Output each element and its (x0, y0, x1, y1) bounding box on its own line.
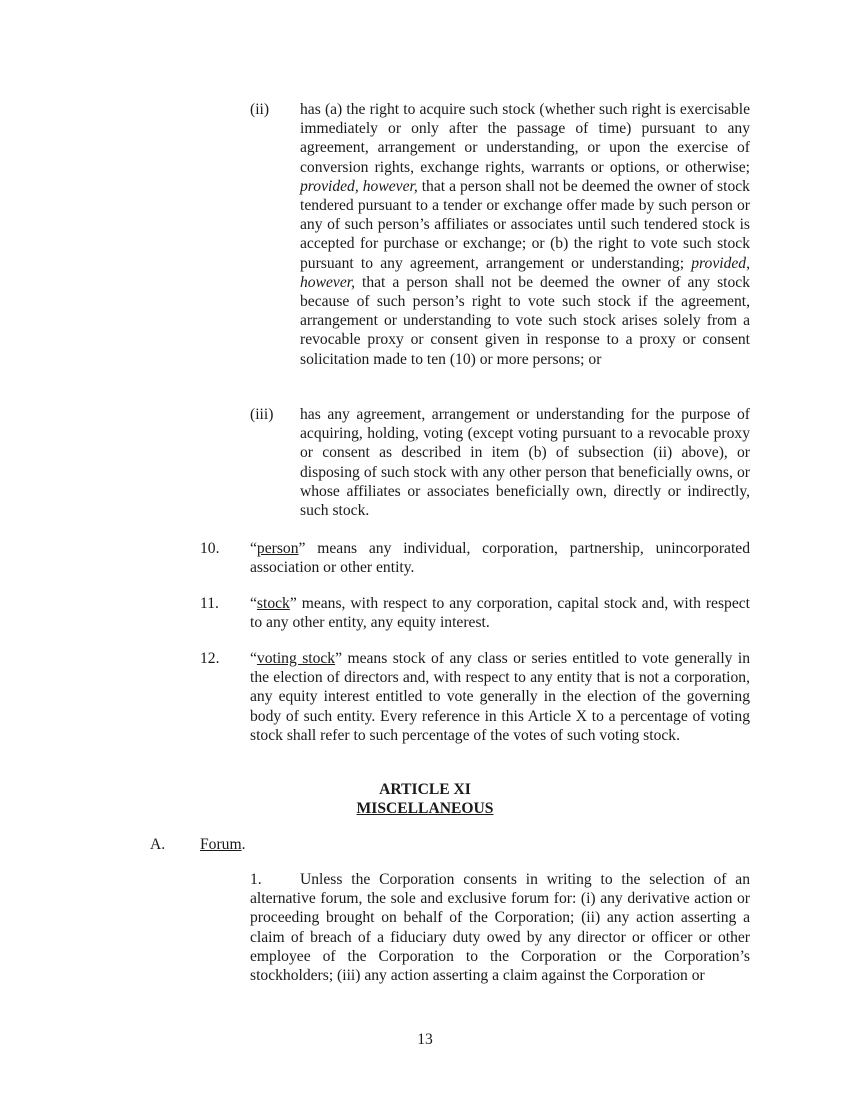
section-a1-number: 1. (250, 871, 262, 888)
item-ii-proviso2a: provided (691, 254, 747, 272)
item-ii-proviso2b: however, (300, 273, 355, 291)
definition-12-number: 12. (200, 650, 220, 667)
item-iii-label: (iii) (250, 406, 274, 423)
definition-10-text (250, 539, 750, 577)
definition-11-body: means, with respect to any corporation, capital stock and, with respect to any other entity, any equity interest. (250, 595, 750, 632)
quote-open: “ (250, 650, 257, 667)
quote-close: ” (289, 595, 297, 612)
defined-term-voting-stock: voting stock (256, 650, 336, 667)
definition-12-body: means stock of any class or series entitled to vote generally in the election of directors and, with respect to any entity that is not a corporation, any equity interest entitled to vote generally in the election of the governing body of such entity. Every reference in this Article X to a percentage of voting stock shall refer to such percentage of the votes of such voting stock. (250, 650, 750, 744)
definition-11-number: 11. (200, 595, 219, 612)
section-a-title: Forum (200, 836, 242, 853)
item-ii-label: (ii) (250, 101, 270, 118)
definition-11-text (250, 594, 750, 632)
quote-open: “ (250, 595, 257, 612)
item-ii-proviso1: provided, however, (300, 177, 418, 195)
item-ii-text (300, 100, 750, 369)
item-ii-part1: has (a) the right to acquire such stock (whether such right is exercisable immediately or only after the passage of time) pursuant to any agreement, arrangement or understanding, or upon the exercise of conversion rights, exchange rights, warrants or options, or otherwise; (300, 101, 750, 176)
section-a-heading (200, 835, 246, 854)
quote-close: ” (298, 540, 306, 557)
definition-10-number: 10. (200, 540, 220, 557)
section-a-label: A. (150, 836, 166, 853)
article-title: ARTICLE XI (379, 781, 471, 798)
item-ii-comma: , (746, 254, 750, 272)
quote-open: “ (250, 540, 257, 557)
definition-10-body: means any individual, corporation, partnership, unincorporated association or other entity. (250, 540, 750, 577)
section-a-period: . (241, 836, 246, 853)
defined-term-stock: stock (256, 595, 290, 612)
item-ii-part2: that a person shall not be deemed the owner of stock tendered pursuant to a tender or exchange offer made by such person or any of such person’s affiliates or associates until such tendered stock is accepted for purchase or exchange; or (b) the right to vote such stock pursuant to any agreement, arrangement or understanding; (300, 177, 750, 272)
article-subtitle-text: MISCELLANEOUS (356, 800, 494, 817)
section-a1-text: Unless the Corporation consents in writing to the selection of an alternative forum, the sole and exclusive forum for: (i) any derivative action or proceeding brought on behalf of the Corporation; (ii) any action asserting a claim of breach of a fiduciary duty owed by any director or officer or other employee of the Corporation to the Corporation or the Corporation’s stockholders; (iii) any action asserting a claim against the Corporation or (250, 871, 750, 985)
article-subtitle (0, 799, 850, 818)
item-iii-text: has any agreement, arrangement or understanding for the purpose of acquiring, holding, voting (except voting pursuant to a revocable proxy or consent as described in item (b) of subsection (ii) above), or disposing of such stock with any other person that beneficially owns, or whose affiliates or associates beneficially own, directly or indirectly, such stock. (300, 406, 750, 520)
defined-term-person: person (256, 540, 299, 557)
item-ii-part3: that a person shall not be deemed the owner of any stock because of such person’s right to vote such stock if the agreement, arrangement or understanding to vote such stock arises solely from a revocable proxy or consent given in response to a proxy or consent solicitation made to ten (10) or more persons; or (300, 273, 750, 368)
page-number: 13 (417, 1031, 433, 1048)
quote-close: ” (335, 650, 343, 667)
definition-12-text (250, 649, 750, 745)
